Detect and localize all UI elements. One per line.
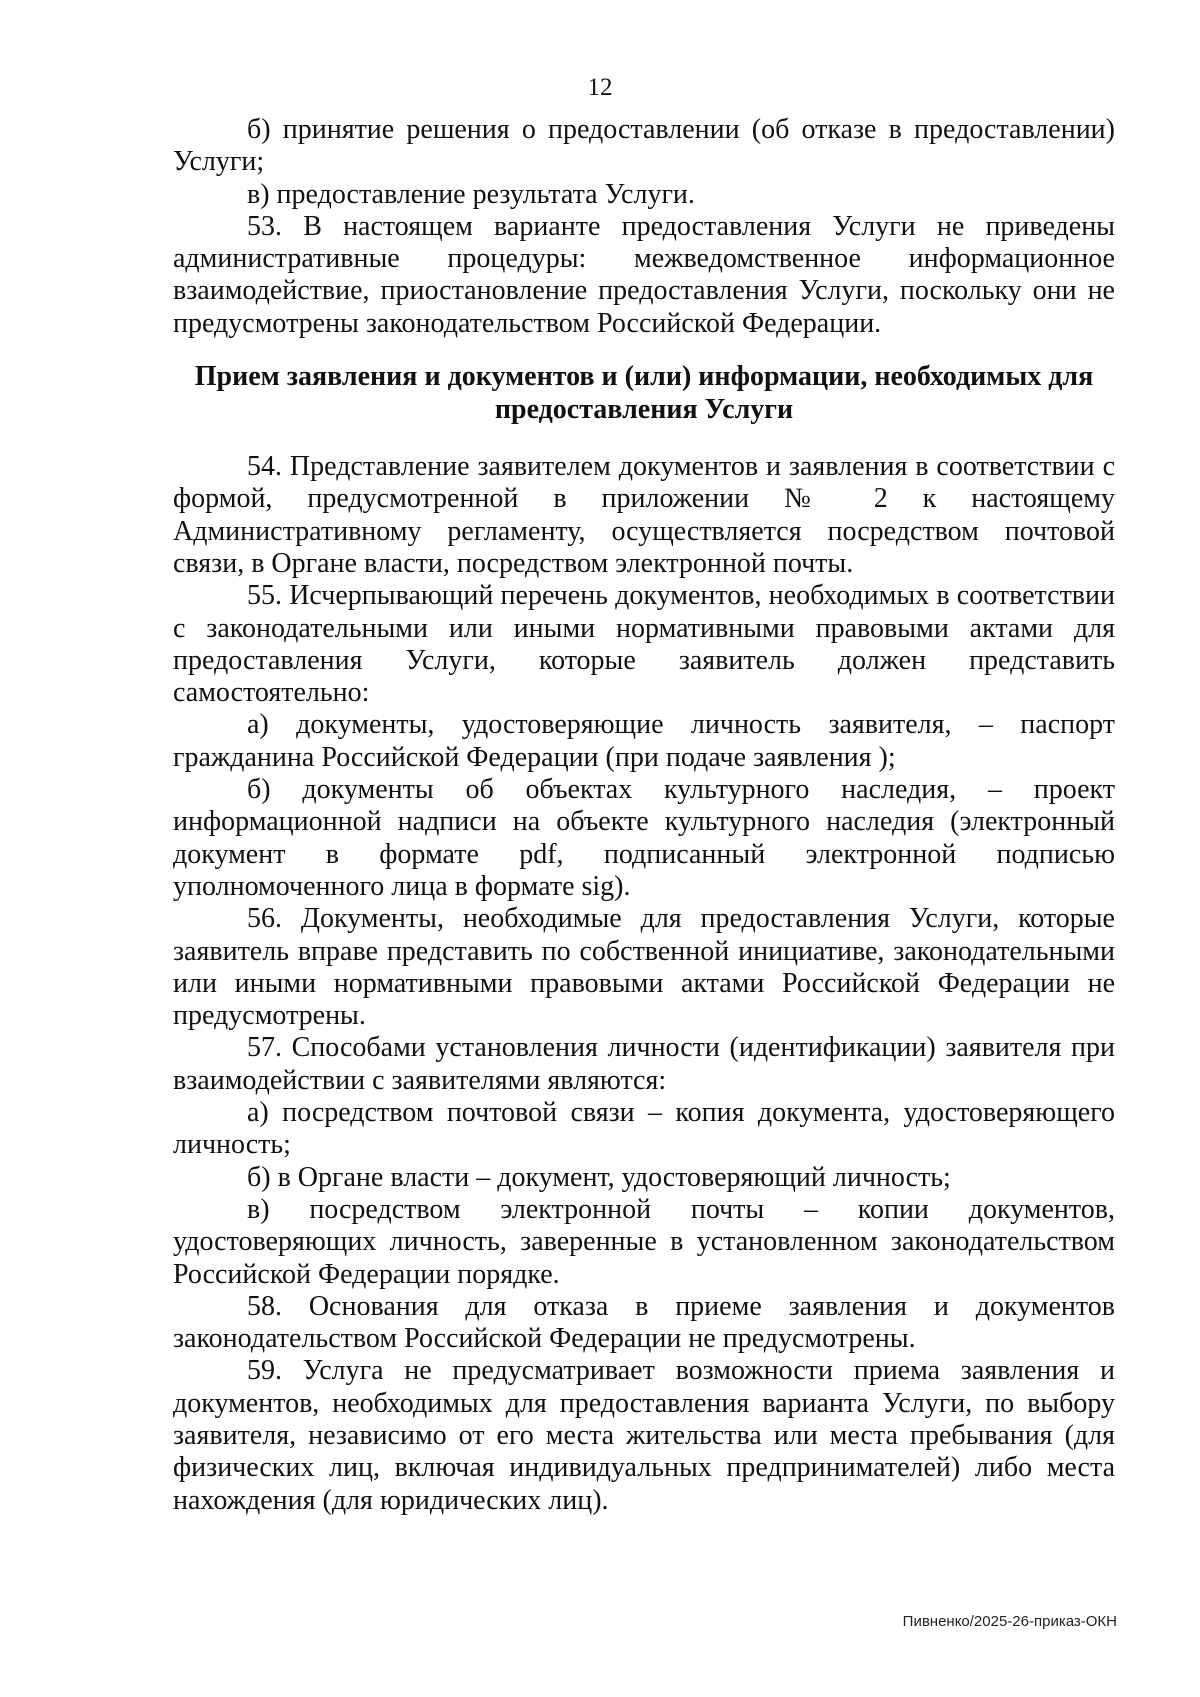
paragraph-55b: б) документы об объектах культурного наследия, – проект информационной надписи на объекте культурного наследия (электронный документ в формате pdf, подписанный электронной подписью уполномоченного лица в формате sig). [173, 774, 1115, 902]
paragraph-55a: а) документы, удостоверяющие личность заявителя, – паспорт гражданина Российской Федерации (при подаче заявления ); [173, 709, 1115, 773]
section-heading: Прием заявления и документов и (или) информации, необходимых для предоставления Услуги [194, 361, 1094, 426]
paragraph-58: 58. Основания для отказа в приеме заявления и документов законодательством Российской Федерации не предусмотрены. [173, 1290, 1115, 1355]
paragraph-53: 53. В настоящем варианте предоставления Услуги не приведены административные процедуры: межведомственное информационное взаимодействие, приостановление предоставления Услуги, поскольку они не предусмотрены законодательством Российской Федерации. [173, 210, 1115, 339]
paragraph-55: 55. Исчерпывающий перечень документов, необходимых в соответствии с законодательными или иными нормативными правовыми актами для предоставления Услуги, которые заявитель должен представить самостоятельно: [173, 580, 1115, 709]
paragraph-57v: в) посредством электронной почты – копии документов, удостоверяющих личность, заверенные в установленном законодательством Российской Федерации порядке. [173, 1193, 1115, 1290]
paragraph-56: 56. Документы, необходимые для предоставления Услуги, которые заявитель вправе представить по собственной инициативе, законодательными или иными нормативными правовыми актами Российской Федерации не предусмотрены. [173, 903, 1115, 1032]
paragraph-59: 59. Услуга не предусматривает возможности приема заявления и документов, необходимых для предоставления варианта Услуги, по выбору заявителя, независимо от его места жительства или места пребывания (для физических лиц, включая индивидуальных предпринимателей) либо места нахождения (для юридических лиц). [173, 1355, 1115, 1516]
paragraph-54: 54. Представление заявителем документов и заявления в соответствии с формой, предусмотренной в приложении № 2 к настоящему Административному регламенту, осуществляется посредством почтовой связи, в Органе власти, посредством электронной почты. [173, 451, 1115, 579]
paragraph-57b: б) в Органе власти – документ, удостоверяющий личность; [247, 1161, 951, 1193]
paragraph-57a: а) посредством почтовой связи – копия документа, удостоверяющего личность; [173, 1097, 1115, 1161]
paragraph-57: 57. Способами установления личности (идентификации) заявителя при взаимодействии с заявителями являются: [173, 1032, 1115, 1096]
page-number: 12 [587, 74, 613, 101]
paragraph-52v: в) предоставление результата Услуги. [247, 178, 695, 210]
document-footer-code: Пивненко/2025-26-приказ-ОКН [902, 1613, 1117, 1630]
document-body [173, 114, 1115, 1517]
paragraph-52b: б) принятие решения о предоставлении (об отказе в предоставлении) Услуги; [173, 114, 1115, 178]
